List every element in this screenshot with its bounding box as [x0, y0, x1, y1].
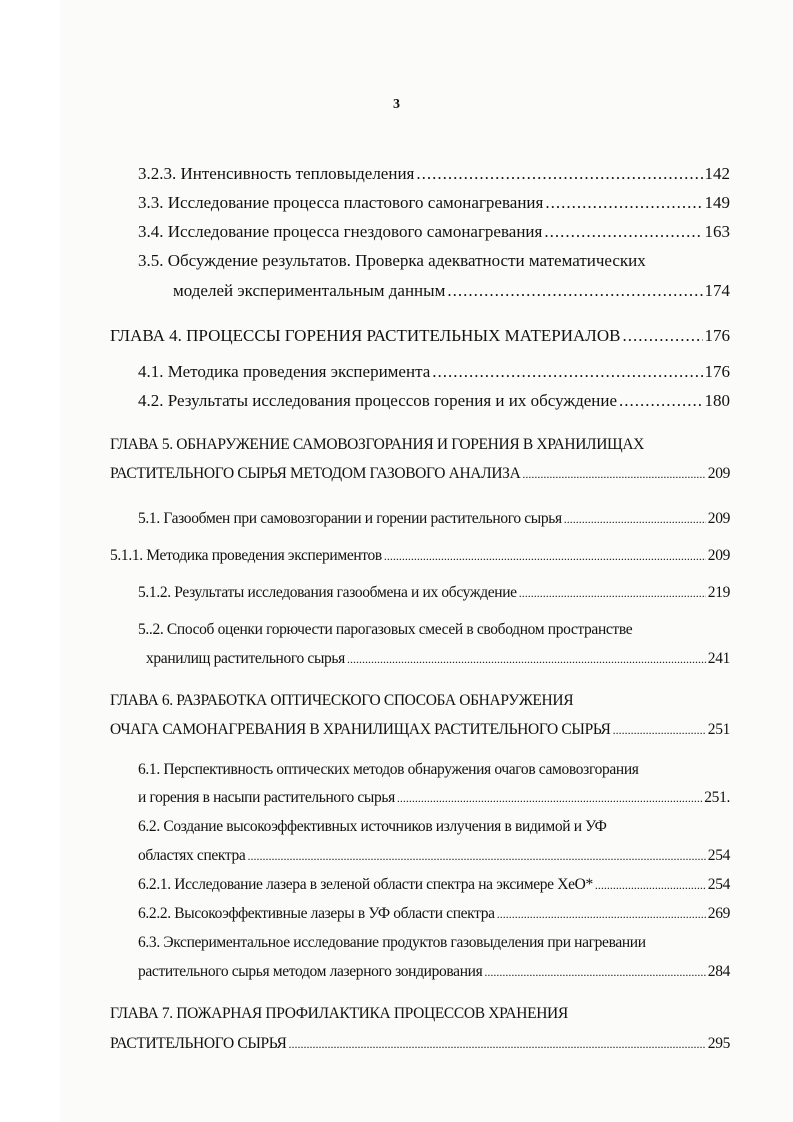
toc-chapter-6-line1: ГЛАВА 6. РАЗРАБОТКА ОПТИЧЕСКОГО СПОСОБА ОБНАРУЖЕНИЯ [110, 692, 574, 709]
toc-entry-title: областях спектра [138, 847, 246, 864]
toc-entry-page: 251. [704, 789, 730, 806]
dot-leader [447, 280, 702, 302]
dot-leader [288, 1033, 705, 1055]
toc-entry-6-2-2 [138, 903, 730, 925]
dot-leader [622, 325, 702, 347]
toc-entry-title: 3.4. Исследование процесса гнездового самонагревания [138, 222, 543, 241]
dot-leader [544, 221, 702, 243]
toc-entry-title: растительного сырья методом лазерного зондирования [138, 963, 483, 980]
toc-entry-title: 3.3. Исследование процесса пластового самонагревания [138, 193, 544, 212]
toc-entry-3-3 [138, 192, 730, 214]
toc-entry-6-3-line1: 6.3. Экспериментальное исследование продуктов газовыделения при нагревании [138, 934, 646, 951]
toc-entry-page: 174 [704, 281, 730, 300]
toc-entry-page: 269 [707, 905, 730, 922]
toc-entry-title: 5.1. Газообмен при самовозгорании и горении растительного сырья [138, 510, 562, 527]
dot-leader [497, 903, 706, 925]
dot-leader [619, 390, 702, 412]
toc-entry-4-2 [138, 390, 730, 412]
toc-chapter-4 [110, 325, 730, 347]
toc-entry-page: 254 [707, 876, 730, 893]
dot-leader [432, 361, 702, 383]
toc-entry-page: 284 [707, 963, 730, 980]
toc-entry-title: 6.2.2. Высокоэффективные лазеры в УФ области спектра [138, 905, 495, 922]
toc-entry-page: 251 [707, 721, 730, 738]
toc-entry-3-5 [173, 280, 730, 302]
toc-chapter-7 [110, 1033, 730, 1055]
dot-leader [247, 845, 705, 867]
toc-entry-title: 6.2.1. Исследование лазера в зеленой области спектра на эксимере XeO* [138, 876, 593, 893]
toc-chapter-7-line1: ГЛАВА 7. ПОЖАРНАЯ ПРОФИЛАКТИКА ПРОЦЕССОВ ХРАНЕНИЯ [110, 1005, 568, 1022]
toc-entry-page: 209 [707, 465, 730, 482]
toc-entry-page: 254 [707, 847, 730, 864]
toc-entry-6-1-line1: 6.1. Перспективность оптических методов обнаружения очагов самовозгорания [138, 761, 639, 778]
toc-entry-page: 149 [704, 193, 730, 212]
toc-chapter-5-line1: ГЛАВА 5. ОБНАРУЖЕНИЕ САМОВОЗГОРАНИЯ И ГОРЕНИЯ В ХРАНИЛИЩАХ [110, 436, 645, 453]
toc-entry-page: 180 [704, 391, 730, 410]
toc-entry-6-1 [138, 787, 730, 809]
toc-chapter-title: РАСТИТЕЛЬНОГО СЫРЬЯ МЕТОДОМ ГАЗОВОГО АНАЛИЗА [110, 465, 521, 482]
dot-leader [545, 192, 702, 214]
toc-entry-title: 5.1.2. Результаты исследования газообмена и их обсуждение [138, 584, 517, 601]
toc-entry-5-1-1 [110, 545, 730, 567]
toc-entry-title: 3.2.3. Интенсивность тепловыделения [138, 164, 415, 183]
dot-leader [613, 719, 706, 741]
page-number: 3 [393, 97, 400, 112]
toc-chapter-5 [110, 463, 730, 485]
toc-chapter-title: РАСТИТЕЛЬНОГО СЫРЬЯ [110, 1035, 287, 1052]
toc-entry-page: 295 [707, 1035, 730, 1052]
dot-leader [484, 961, 705, 983]
dot-leader [522, 463, 705, 485]
toc-entry-page: 163 [704, 222, 730, 241]
toc-entry-6-2-1 [138, 874, 730, 896]
dot-leader [595, 874, 706, 896]
toc-entry-title: моделей экспериментальным данным [173, 281, 446, 300]
toc-chapter-title: ОЧАГА САМОНАГРЕВАНИЯ В ХРАНИЛИЩАХ РАСТИТЕЛЬНОГО СЫРЬЯ [110, 721, 611, 738]
dot-leader [347, 648, 706, 670]
toc-entry-page: 219 [707, 584, 730, 601]
toc-entry-page: 209 [707, 547, 730, 564]
toc-entry-3-2-3 [138, 163, 730, 185]
toc-entry-5-2 [146, 648, 730, 670]
toc-chapter-title: ГЛАВА 4. ПРОЦЕССЫ ГОРЕНИЯ РАСТИТЕЛЬНЫХ МАТЕРИАЛОВ [110, 326, 621, 345]
toc-entry-5-1-2 [138, 582, 730, 604]
toc-entry-6-2-line1: 6.2. Создание высокоэффективных источников излучения в видимой и УФ [138, 818, 607, 835]
toc-entry-title: и горения в насыпи растительного сырья [138, 789, 395, 806]
toc-entry-5-2-line1: 5..2. Способ оценки горючести парогазовых смесей в свободном пространстве [138, 621, 633, 638]
toc-entry-6-2 [138, 845, 730, 867]
toc-entry-page: 241 [707, 650, 730, 667]
toc-entry-6-3 [138, 961, 730, 983]
dot-leader [564, 508, 706, 530]
dot-leader [397, 787, 702, 809]
dot-leader [384, 545, 706, 567]
dot-leader [416, 163, 702, 185]
toc-entry-4-1 [138, 361, 730, 383]
toc-entry-page: 176 [704, 326, 730, 345]
toc-entry-title: 4.1. Методика проведения эксперимента [138, 362, 431, 381]
toc-entry-3-5-line1: 3.5. Обсуждение результатов. Проверка адекватности математических [138, 251, 646, 270]
dot-leader [519, 582, 706, 604]
toc-chapter-6 [110, 719, 730, 741]
toc-entry-3-4 [138, 221, 730, 243]
toc-entry-5-1 [138, 508, 730, 530]
toc-entry-title: 5.1.1. Методика проведения экспериментов [110, 547, 382, 564]
toc-entry-page: 142 [704, 164, 730, 183]
toc-entry-page: 176 [704, 362, 730, 381]
toc-entry-page: 209 [707, 510, 730, 527]
toc-entry-title: хранилищ растительного сырья [146, 650, 345, 667]
toc-entry-title: 4.2. Результаты исследования процессов горения и их обсуждение [138, 391, 618, 410]
